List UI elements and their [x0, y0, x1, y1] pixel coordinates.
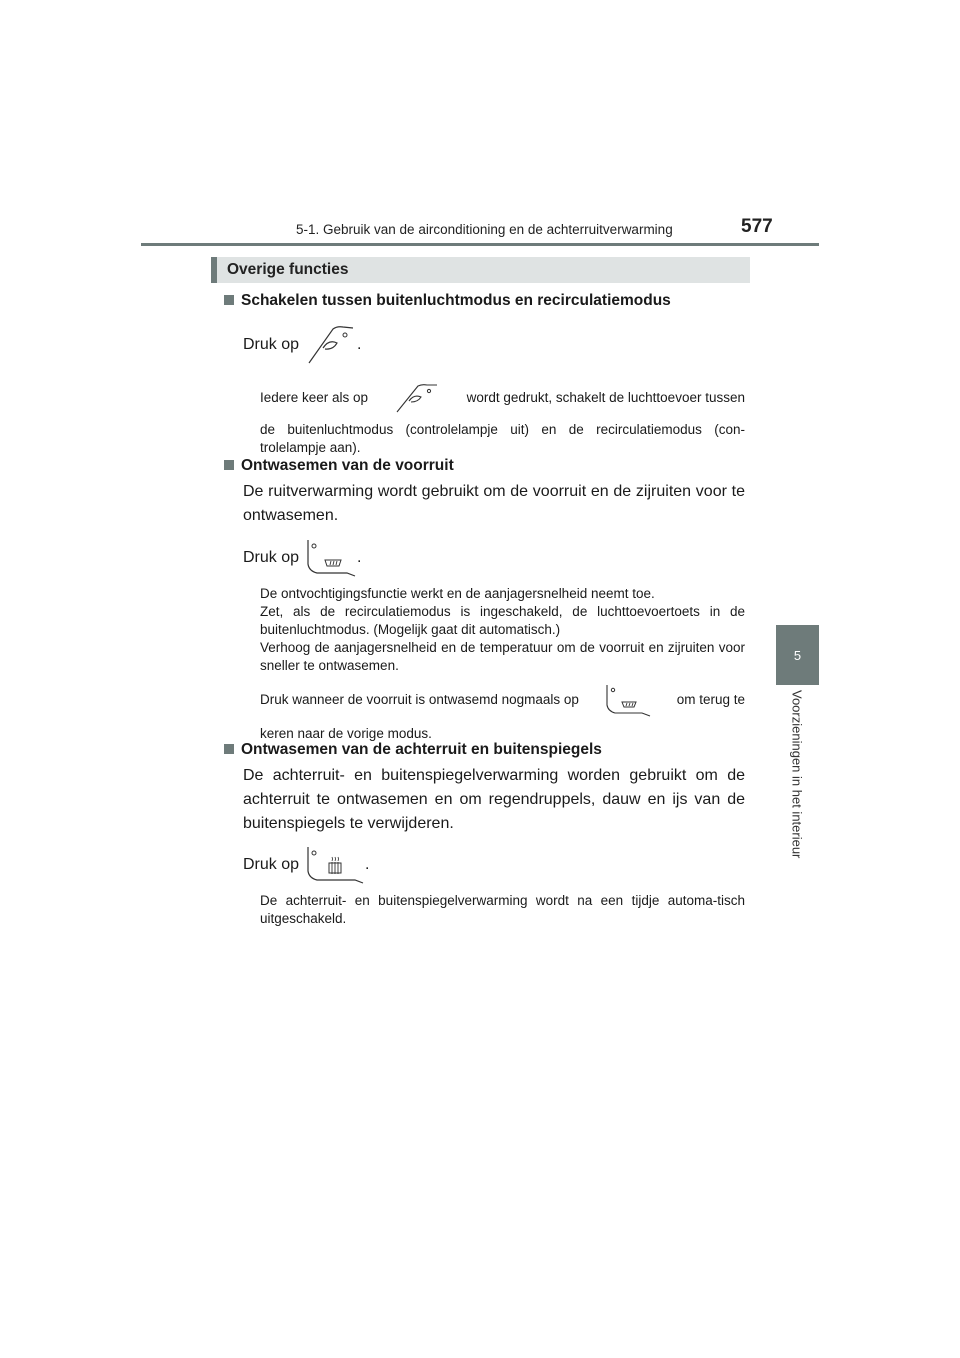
note-front-defog-return [260, 683, 745, 743]
press-suffix: . [357, 336, 362, 353]
note-front-defog [260, 585, 745, 675]
item-heading-rear-defog [224, 741, 602, 759]
square-bullet-icon [224, 295, 234, 305]
body-rear-defog: De achterruit- en buitenspiegelverwarming worden gebruikt om de achterruit te ontwasemen en om regendruppels, dauw en ijs van de buitenspiegels te verwijderen. [243, 767, 745, 832]
page-number: 577 [741, 216, 773, 237]
note-text-after: om terug te [676, 692, 745, 707]
section-bar [211, 257, 750, 283]
header-divider [141, 243, 819, 246]
press-prefix: Druk op [243, 549, 300, 566]
section-title: Overige functies [227, 261, 349, 278]
note-line: Verhoog de aanjagersnelheid en de temperatuur om de voorruit en zijruiten voor sneller te ontwasemen. [260, 640, 745, 673]
note-rear-defog: De achterruit- en buitenspiegelverwarming wordt na een tijdje automa-tisch uitgeschakeld. [260, 893, 745, 926]
press-prefix: Druk op [243, 336, 300, 353]
note-text-rest: de buitenluchtmodus (controlelampje uit) en de recirculatiemodus (con-trolelampje aan). [260, 422, 745, 455]
press-instruction-recirculation [243, 325, 361, 365]
square-bullet-icon [224, 744, 234, 754]
note-text-before: Iedere keer als op [260, 390, 369, 405]
square-bullet-icon [224, 460, 234, 470]
chapter-title-text: Voorzieningen in het interieur [789, 690, 805, 859]
item-heading-text: Ontwasemen van de voorruit [241, 457, 454, 474]
note-text-rest: keren naar de vorige modus. [260, 726, 432, 741]
press-suffix: . [357, 549, 362, 566]
breadcrumb: 5-1. Gebruik van de airconditioning en de achterruitverwarming [296, 222, 673, 237]
recirculation-button-icon [305, 325, 357, 365]
note-text-before: Druk wanneer de voorruit is ontwasemd nogmaals op [260, 692, 579, 707]
note-recirculation [260, 383, 745, 457]
item-heading-front-defog [224, 457, 454, 475]
press-instruction-rear-defog [243, 845, 369, 885]
press-prefix: Druk op [243, 856, 300, 873]
windshield-defogger-button-icon [305, 538, 357, 578]
press-suffix: . [365, 856, 370, 873]
item-heading-text: Ontwasemen van de achterruit en buitenspiegels [241, 741, 602, 758]
recirculation-button-icon [394, 383, 440, 413]
item-heading-recirculation [224, 292, 671, 310]
windshield-defogger-button-icon [604, 683, 652, 717]
note-text-after: wordt gedrukt, schakelt de luchttoevoer tussen [466, 390, 745, 405]
press-instruction-front-defog [243, 538, 361, 578]
note-line: Zet, als de recirculatiemodus is ingeschakeld, de luchttoevoertoets in de buitenluchtmodus. (Mogelijk gaat dit automatisch.) [260, 604, 745, 637]
note-line: De ontvochtigingsfunctie werkt en de aanjagersnelheid neemt toe. [260, 586, 655, 601]
rear-window-defogger-button-icon [305, 845, 365, 885]
chapter-tab: 5 [776, 625, 819, 685]
item-heading-text: Schakelen tussen buitenluchtmodus en recirculatiemodus [241, 292, 671, 309]
body-front-defog: De ruitverwarming wordt gebruikt om de voorruit en de zijruiten voor te ontwasemen. [243, 483, 745, 524]
